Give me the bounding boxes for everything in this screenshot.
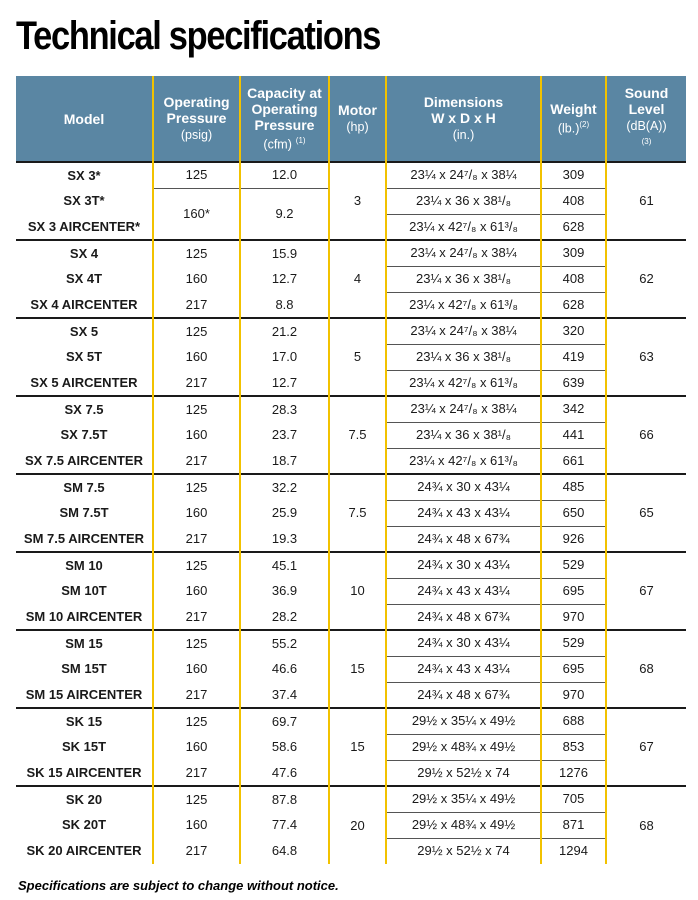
dimensions-cell: 24¾ x 43 x 43¼ [386,656,541,682]
capacity-cell: 12.7 [240,266,329,292]
motor-cell: 20 [329,786,386,864]
pressure-cell: 125 [153,630,240,656]
capacity-cell: 12.7 [240,370,329,396]
pressure-cell: 217 [153,526,240,552]
model-cell: SX 5T [65,349,103,364]
capacity-cell: 23.7 [240,422,329,448]
model-cell: SM 10 [16,552,153,578]
weight-cell: 408 [541,266,606,292]
header-sound-level: Sound Level (dB(A)) $^{(3)}$ [606,76,686,162]
spec-table [16,76,686,864]
dimensions-cell: 24¾ x 30 x 43¼ [386,630,541,656]
model-cell: SM 15T [61,661,107,676]
header-model: Model [16,76,153,162]
pressure-cell: 125 [153,474,240,500]
pressure-cell: 160 [153,578,240,604]
header-row [16,76,686,162]
pressure-cell: 160 [153,656,240,682]
pressure-cell: 217 [153,292,240,318]
dimensions-cell: 24¾ x 30 x 43¼ [386,552,541,578]
pressure-cell: 160* [153,188,240,240]
footnote: Specifications are subject to change without notice. [18,878,339,893]
header-capacity: Capacity at Operating Pressure (cfm) $^{(1)}$ [240,76,329,162]
weight-cell: 485 [541,474,606,500]
capacity-cell: 15.9 [240,240,329,266]
capacity-cell: 64.8 [240,838,329,864]
motor-cell: 10 [329,552,386,630]
spec-table-body [16,162,686,864]
model-cell: SK 15 [16,708,153,734]
dimensions-cell: 24¾ x 43 x 43¼ [386,500,541,526]
sound-level-cell: 68 [606,630,686,708]
dimensions-cell: 23¼ x 36 x 38¹/₈ [386,344,541,370]
model-cell: SX 5 [16,318,153,344]
weight-cell: 628 [541,292,606,318]
pressure-cell: 160 [153,344,240,370]
motor-cell: 15 [329,708,386,786]
dimensions-cell: 23¼ x 42⁷/₈ x 61³/₈ [386,292,541,318]
sound-level-cell: 65 [606,474,686,552]
dimensions-cell: 23¼ x 36 x 38¹/₈ [386,188,541,214]
weight-cell: 419 [541,344,606,370]
capacity-cell: 77.4 [240,812,329,838]
weight-cell: 695 [541,578,606,604]
capacity-cell: 46.6 [240,656,329,682]
weight-cell: 309 [541,162,606,188]
weight-cell: 309 [541,240,606,266]
dimensions-cell: 29½ x 48¾ x 49½ [386,812,541,838]
model-cell: SK 20 AIRCENTER [26,843,142,858]
model-cell: SM 7.5 [16,474,153,500]
weight-cell: 441 [541,422,606,448]
motor-cell: 5 [329,318,386,396]
model-cell: SM 10 AIRCENTER [25,608,143,624]
header-dimensions: Dimensions W x D x H (in.) [386,76,541,162]
dimensions-cell: 24¾ x 43 x 43¼ [386,578,541,604]
model-cell: SX 3* [16,162,153,188]
table-row [16,318,686,344]
dimensions-cell: 29½ x 35¼ x 49½ [386,708,541,734]
model-cell: SX 4 [16,240,153,266]
weight-cell: 926 [541,526,606,552]
model-cell: SX 7.5 [16,396,153,422]
capacity-cell: 18.7 [240,448,329,474]
model-cell: SX 5 AIRCENTER [30,374,138,390]
model-cell: SM 15 [16,630,153,656]
capacity-cell: 9.2 [240,188,329,240]
capacity-cell: 17.0 [240,344,329,370]
sound-level-cell: 63 [606,318,686,396]
dimensions-cell: 23¼ x 24⁷/₈ x 38¼ [386,240,541,266]
capacity-cell: 87.8 [240,786,329,812]
weight-cell: 695 [541,656,606,682]
weight-cell: 529 [541,630,606,656]
model-cell: SM 7.5T [59,505,109,520]
weight-cell: 650 [541,500,606,526]
pressure-cell: 125 [153,162,240,188]
weight-cell: 970 [541,604,606,630]
pressure-cell: 217 [153,448,240,474]
header-pressure: Operating Pressure (psig) [153,76,240,162]
model-cell: SM 15 AIRCENTER [25,686,143,702]
weight-cell: 1294 [541,838,606,864]
sound-level-cell: 67 [606,708,686,786]
model-cell: SX 7.5 AIRCENTER [25,452,143,468]
pressure-cell: 160 [153,500,240,526]
motor-cell: 7.5 [329,474,386,552]
model-cell: SX 7.5T [60,427,108,442]
capacity-cell: 8.8 [240,292,329,318]
weight-cell: 628 [541,214,606,240]
table-row [16,786,686,812]
pressure-cell: 125 [153,708,240,734]
dimensions-cell: 23¼ x 24⁷/₈ x 38¼ [386,318,541,344]
model-cell: SX 4T [65,271,103,286]
weight-cell: 970 [541,682,606,708]
table-row [16,162,686,188]
weight-cell: 871 [541,812,606,838]
capacity-cell: 45.1 [240,552,329,578]
weight-cell: 342 [541,396,606,422]
model-cell: SK 20T [61,817,107,832]
pressure-cell: 160 [153,422,240,448]
dimensions-cell: 23¼ x 36 x 38¹/₈ [386,266,541,292]
table-row [16,474,686,500]
dimensions-cell: 24¾ x 48 x 67¾ [386,682,541,708]
sound-level-cell: 66 [606,396,686,474]
weight-cell: 320 [541,318,606,344]
model-cell: SX 4 AIRCENTER [30,296,138,312]
table-row [16,552,686,578]
motor-cell: 4 [329,240,386,318]
dimensions-cell: 23¼ x 24⁷/₈ x 38¼ [386,162,541,188]
pressure-cell: 160 [153,266,240,292]
capacity-cell: 28.2 [240,604,329,630]
pressure-cell: 125 [153,240,240,266]
capacity-cell: 32.2 [240,474,329,500]
sound-level-cell: 61 [606,162,686,240]
capacity-cell: 69.7 [240,708,329,734]
pressure-cell: 217 [153,370,240,396]
capacity-cell: 36.9 [240,578,329,604]
dimensions-cell: 23¼ x 42⁷/₈ x 61³/₈ [386,214,541,240]
weight-cell: 661 [541,448,606,474]
dimensions-cell: 23¼ x 42⁷/₈ x 61³/₈ [386,370,541,396]
pressure-cell: 160 [153,734,240,760]
pressure-cell: 217 [153,760,240,786]
model-cell: SX 3T* [63,193,105,208]
table-row [16,396,686,422]
page-title: Technical specifications [16,14,381,58]
capacity-cell: 25.9 [240,500,329,526]
motor-cell: 15 [329,630,386,708]
sound-level-cell: 68 [606,786,686,864]
dimensions-cell: 23¼ x 42⁷/₈ x 61³/₈ [386,448,541,474]
sound-level-cell: 62 [606,240,686,318]
weight-cell: 688 [541,708,606,734]
header-motor: Motor (hp) [329,76,386,162]
dimensions-cell: 29½ x 52½ x 74 [386,838,541,864]
dimensions-cell: 24¾ x 48 x 67¾ [386,604,541,630]
model-cell: SM 10T [61,583,107,598]
dimensions-cell: 24¾ x 30 x 43¼ [386,474,541,500]
pressure-cell: 125 [153,396,240,422]
capacity-cell: 47.6 [240,760,329,786]
weight-cell: 408 [541,188,606,214]
model-cell: SK 15T [61,739,107,754]
model-cell: SM 7.5 AIRCENTER [23,530,145,546]
pressure-cell: 217 [153,604,240,630]
pressure-cell: 125 [153,318,240,344]
capacity-cell: 37.4 [240,682,329,708]
weight-cell: 529 [541,552,606,578]
model-cell: SK 15 AIRCENTER [26,764,142,780]
table-row [16,630,686,656]
model-cell: SK 20 [16,786,153,812]
weight-cell: 705 [541,786,606,812]
capacity-cell: 12.0 [240,162,329,188]
weight-cell: 1276 [541,760,606,786]
dimensions-cell: 29½ x 48¾ x 49½ [386,734,541,760]
capacity-cell: 21.2 [240,318,329,344]
motor-cell: 3 [329,162,386,240]
sound-level-cell: 67 [606,552,686,630]
dimensions-cell: 29½ x 35¼ x 49½ [386,786,541,812]
weight-cell: 853 [541,734,606,760]
pressure-cell: 125 [153,786,240,812]
dimensions-cell: 23¼ x 24⁷/₈ x 38¼ [386,396,541,422]
table-row [16,240,686,266]
table-row [16,708,686,734]
header-weight: Weight $(lb.)^{(2)}$ [541,76,606,162]
dimensions-cell: 29½ x 52½ x 74 [386,760,541,786]
capacity-cell: 55.2 [240,630,329,656]
capacity-cell: 28.3 [240,396,329,422]
pressure-cell: 125 [153,552,240,578]
model-cell: SX 3 AIRCENTER* [27,218,141,234]
pressure-cell: 217 [153,838,240,864]
dimensions-cell: 23¼ x 36 x 38¹/₈ [386,422,541,448]
weight-cell: 639 [541,370,606,396]
dimensions-cell: 24¾ x 48 x 67¾ [386,526,541,552]
pressure-cell: 217 [153,682,240,708]
capacity-cell: 58.6 [240,734,329,760]
motor-cell: 7.5 [329,396,386,474]
pressure-cell: 160 [153,812,240,838]
capacity-cell: 19.3 [240,526,329,552]
